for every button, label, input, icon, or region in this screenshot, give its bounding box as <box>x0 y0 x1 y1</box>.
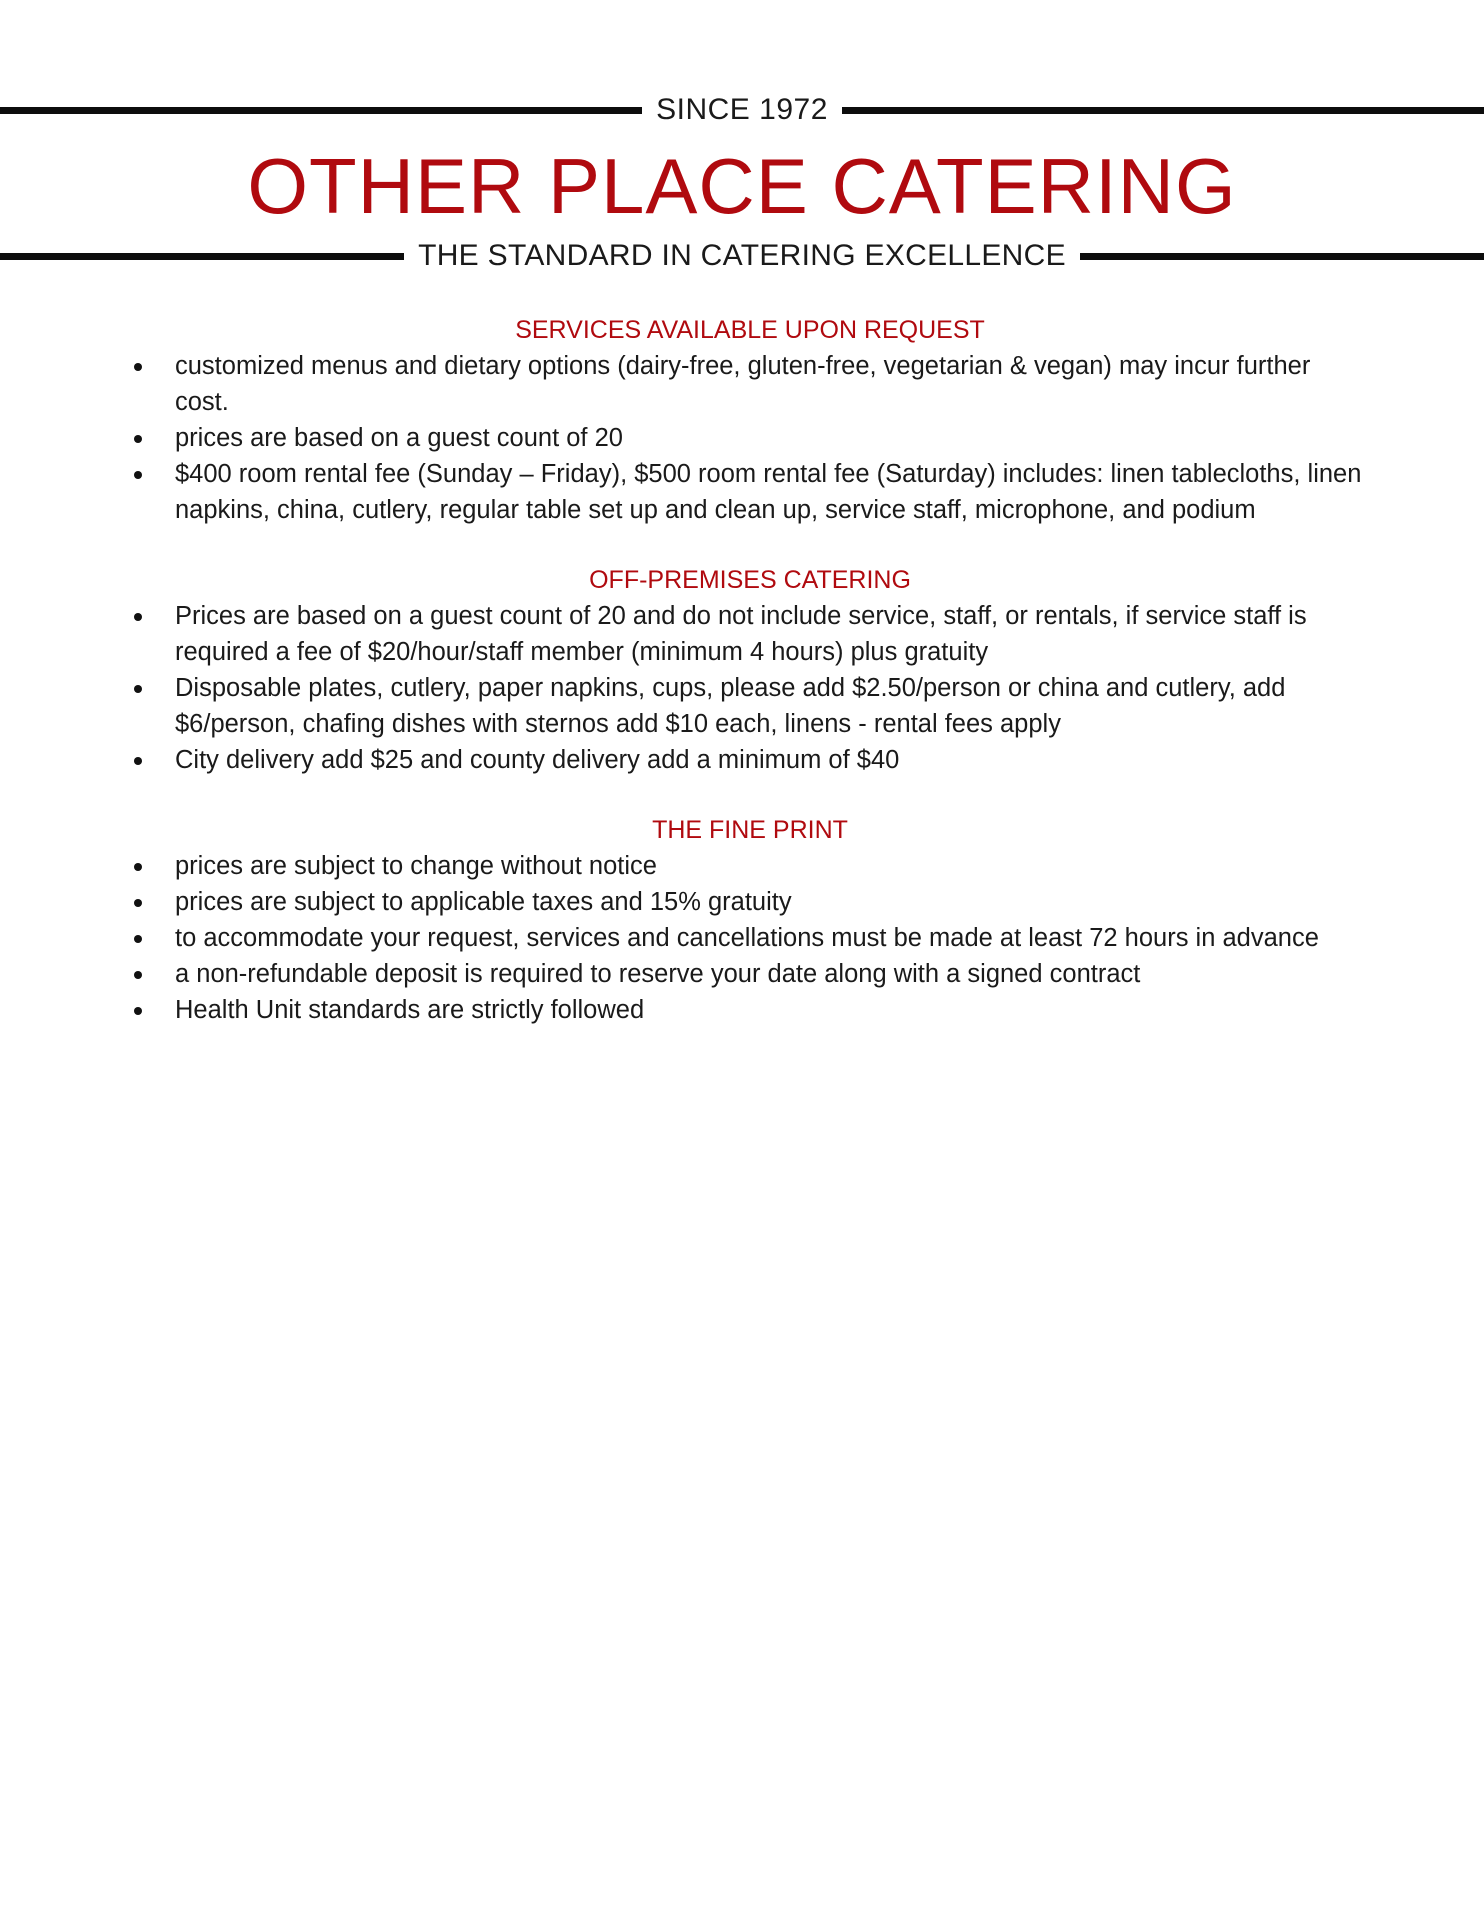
list-item-text: $400 room rental fee (Sunday – Friday), $500 room rental fee (Saturday) includes: linen tablecloths, linen napkins, china, cutlery, regular table set up and clean up, service staff, microphone, and podium <box>175 460 1362 524</box>
section-title: THE FINE PRINT <box>652 816 848 844</box>
list-item <box>130 884 1370 920</box>
list-item <box>130 956 1370 992</box>
list-item <box>130 848 1370 884</box>
list-item <box>130 598 1370 670</box>
section-off-premises <box>130 562 1370 778</box>
list-item <box>130 992 1370 1028</box>
bullet-icon <box>134 1007 142 1015</box>
bullet-icon <box>134 363 142 371</box>
list-item <box>130 742 1370 778</box>
section-services <box>130 312 1370 528</box>
list-item-text: customized menus and dietary options (dairy-free, gluten-free, vegetarian & vegan) may incur further cost. <box>175 352 1311 416</box>
list-item-text: prices are based on a guest count of 20 <box>175 424 623 452</box>
bullet-icon <box>134 935 142 943</box>
left-divider-line <box>0 107 642 114</box>
list-item-text: a non-refundable deposit is required to reserve your date along with a signed contract <box>175 960 1141 988</box>
list-item-text: prices are subject to applicable taxes and 15% gratuity <box>175 888 792 916</box>
bullet-icon <box>134 971 142 979</box>
bullet-icon <box>134 899 142 907</box>
list-item <box>130 670 1370 742</box>
list-item-text: City delivery add $25 and county delivery add a minimum of $40 <box>175 746 900 774</box>
section-fine-print <box>130 812 1370 1028</box>
list-item-text: to accommodate your request, services and cancellations must be made at least 72 hours in advance <box>175 924 1319 952</box>
list-item-text: Prices are based on a guest count of 20 and do not include service, staff, or rentals, if service staff is required a fee of $20/hour/staff member (minimum 4 hours) plus gratuity <box>175 602 1307 666</box>
bullet-icon <box>134 863 142 871</box>
since-text: SINCE 1972 <box>656 93 828 126</box>
list-item <box>130 456 1370 528</box>
section-title: SERVICES AVAILABLE UPON REQUEST <box>515 316 985 344</box>
right-divider-line <box>842 107 1484 114</box>
tagline-banner <box>0 232 1484 280</box>
bullet-list <box>130 598 1370 778</box>
bullet-icon <box>134 685 142 693</box>
list-item-text: prices are subject to change without notice <box>175 852 657 880</box>
since-banner <box>0 88 1484 132</box>
list-item <box>130 420 1370 456</box>
page-title: OTHER PLACE CATERING <box>247 142 1237 230</box>
bullet-icon <box>134 757 142 765</box>
list-item-text: Health Unit standards are strictly followed <box>175 996 645 1024</box>
left-divider-line <box>0 253 404 260</box>
list-item <box>130 348 1370 420</box>
document-body <box>130 312 1370 1028</box>
section-title: OFF-PREMISES CATERING <box>589 566 911 594</box>
tagline-text: THE STANDARD IN CATERING EXCELLENCE <box>418 239 1066 272</box>
bullet-icon <box>134 471 142 479</box>
bullet-list <box>130 848 1370 1028</box>
list-item <box>130 920 1370 956</box>
bullet-icon <box>134 613 142 621</box>
right-divider-line <box>1080 253 1484 260</box>
bullet-icon <box>134 435 142 443</box>
bullet-list <box>130 348 1370 528</box>
list-item-text: Disposable plates, cutlery, paper napkins, cups, please add $2.50/person or china and cutlery, add $6/person, chafing dishes with sternos add $10 each, linens - rental fees apply <box>175 674 1286 738</box>
